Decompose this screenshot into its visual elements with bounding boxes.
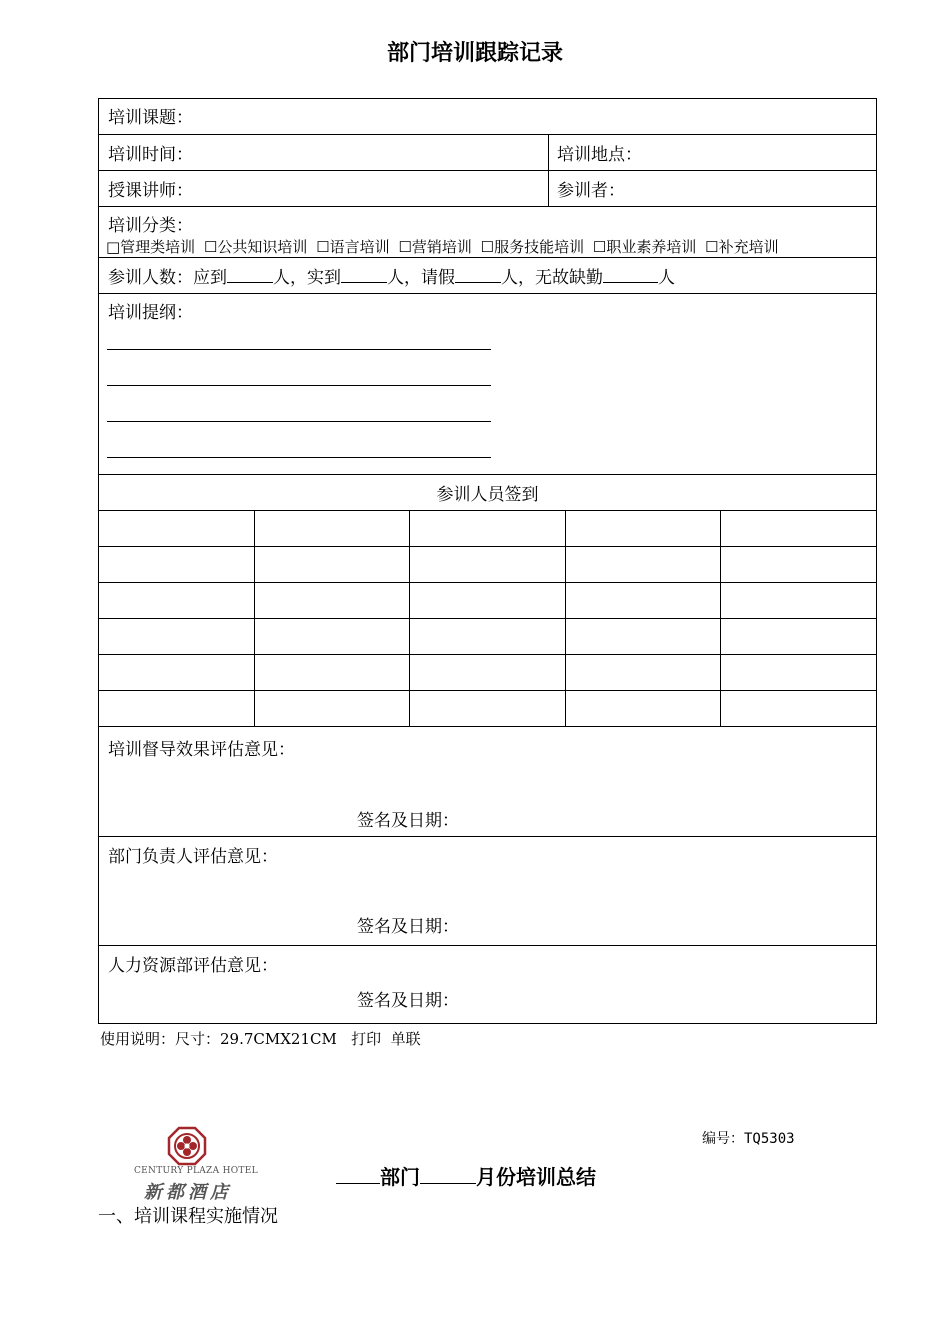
attendance-expected-blank[interactable] [227, 266, 273, 283]
signin-cell[interactable] [410, 655, 566, 691]
divider [98, 474, 877, 475]
signin-cell[interactable] [721, 547, 877, 583]
category-option-professional[interactable]: ☐职业素养培训 [592, 238, 697, 256]
signin-cell[interactable] [254, 583, 410, 619]
summary-title [336, 1161, 596, 1190]
dept-head-sign-date-label: 签名及日期： [357, 917, 459, 937]
signin-cell[interactable] [99, 691, 255, 727]
category-option-supplementary[interactable]: ☐补充培训 [705, 238, 779, 256]
time-label: 培训时间： [108, 145, 193, 165]
signin-cell[interactable] [99, 583, 255, 619]
outline-line[interactable] [107, 457, 491, 458]
table-row [99, 655, 877, 691]
hr-eval-label: 人力资源部评估意见： [108, 956, 278, 976]
attendance-expected-label: 参训人数：应到 [108, 268, 227, 288]
signin-cell[interactable] [721, 691, 877, 727]
outline-line[interactable] [107, 421, 491, 422]
hotel-logo-en: CENTURY PLAZA HOTEL [134, 1166, 258, 1176]
divider [98, 170, 877, 171]
signin-cell[interactable] [99, 655, 255, 691]
attendance-actual-blank[interactable] [341, 266, 387, 283]
category-option-management[interactable]: □管理类培训 [106, 238, 196, 256]
signin-cell[interactable] [565, 547, 721, 583]
table-row [99, 547, 877, 583]
supervisor-sign-date-label: 签名及日期： [357, 811, 459, 831]
outline-line[interactable] [107, 385, 491, 386]
supervisor-eval-label: 培训督导效果评估意见： [108, 740, 295, 760]
section-heading: 一、培训课程实施情况 [98, 1206, 278, 1227]
usage-note: 使用说明：尺寸：29.7CMX21CM 打印 单联 [100, 1030, 421, 1048]
table-row [99, 619, 877, 655]
category-options [106, 236, 779, 257]
category-option-language[interactable]: ☐语言培训 [316, 238, 390, 256]
attendance-unit-label: 人 [658, 268, 675, 288]
outline-label: 培训提纲： [108, 303, 193, 323]
signin-table [98, 510, 877, 727]
divider [98, 836, 877, 837]
divider [98, 134, 877, 135]
hotel-logo [132, 1126, 258, 1206]
topic-label: 培训课题： [108, 108, 193, 128]
signin-cell[interactable] [721, 511, 877, 547]
category-option-public-knowledge[interactable]: ☐公共知识培训 [203, 238, 308, 256]
dept-head-eval-label: 部门负责人评估意见： [108, 847, 278, 867]
instructor-label: 授课讲师： [108, 181, 193, 201]
divider [98, 257, 877, 258]
attendance-actual-label: 人，实到 [273, 268, 341, 288]
hotel-emblem-icon [167, 1126, 207, 1166]
signin-cell[interactable] [254, 547, 410, 583]
signin-cell[interactable] [565, 583, 721, 619]
signin-cell[interactable] [254, 511, 410, 547]
divider [548, 134, 549, 206]
summary-dept-blank[interactable] [336, 1163, 380, 1184]
signin-cell[interactable] [565, 511, 721, 547]
signin-header: 参训人员签到 [436, 485, 539, 505]
signin-cell[interactable] [254, 691, 410, 727]
attendance-absent-label: 人，无故缺勤 [501, 268, 603, 288]
attendance-row [108, 263, 675, 288]
signin-cell[interactable] [721, 583, 877, 619]
signin-cell[interactable] [565, 691, 721, 727]
signin-cell[interactable] [565, 619, 721, 655]
category-option-service-skills[interactable]: ☐服务技能培训 [480, 238, 585, 256]
table-row [99, 511, 877, 547]
summary-title-month: 月份培训总结 [476, 1165, 596, 1189]
signin-cell[interactable] [721, 655, 877, 691]
hotel-logo-cn: 新都酒店 [144, 1182, 232, 1203]
participants-label: 参训者： [557, 181, 625, 201]
signin-cell[interactable] [99, 619, 255, 655]
signin-cell[interactable] [410, 547, 566, 583]
attendance-absent-blank[interactable] [603, 266, 658, 283]
signin-cell[interactable] [410, 583, 566, 619]
attendance-leave-label: 人，请假 [387, 268, 455, 288]
signin-cell[interactable] [410, 691, 566, 727]
divider [98, 293, 877, 294]
signin-cell[interactable] [410, 511, 566, 547]
page-title: 部门培训跟踪记录 [386, 40, 563, 66]
signin-cell[interactable] [99, 511, 255, 547]
summary-title-dept: 部门 [380, 1165, 420, 1189]
outline-line[interactable] [107, 349, 491, 350]
location-label: 培训地点： [557, 145, 642, 165]
signin-cell[interactable] [99, 547, 255, 583]
divider [98, 945, 877, 946]
table-row [99, 691, 877, 727]
divider [98, 206, 877, 207]
signin-cell[interactable] [565, 655, 721, 691]
doc-number: 编号：TQ5303 [702, 1131, 795, 1147]
category-label: 培训分类： [108, 216, 193, 236]
signin-cell[interactable] [254, 619, 410, 655]
signin-cell[interactable] [254, 655, 410, 691]
hr-sign-date-label: 签名及日期： [357, 991, 459, 1011]
signin-cell[interactable] [721, 619, 877, 655]
table-row [99, 583, 877, 619]
signin-cell[interactable] [410, 619, 566, 655]
summary-month-blank[interactable] [420, 1163, 476, 1184]
attendance-leave-blank[interactable] [455, 266, 501, 283]
category-option-marketing[interactable]: ☐营销培训 [398, 238, 472, 256]
